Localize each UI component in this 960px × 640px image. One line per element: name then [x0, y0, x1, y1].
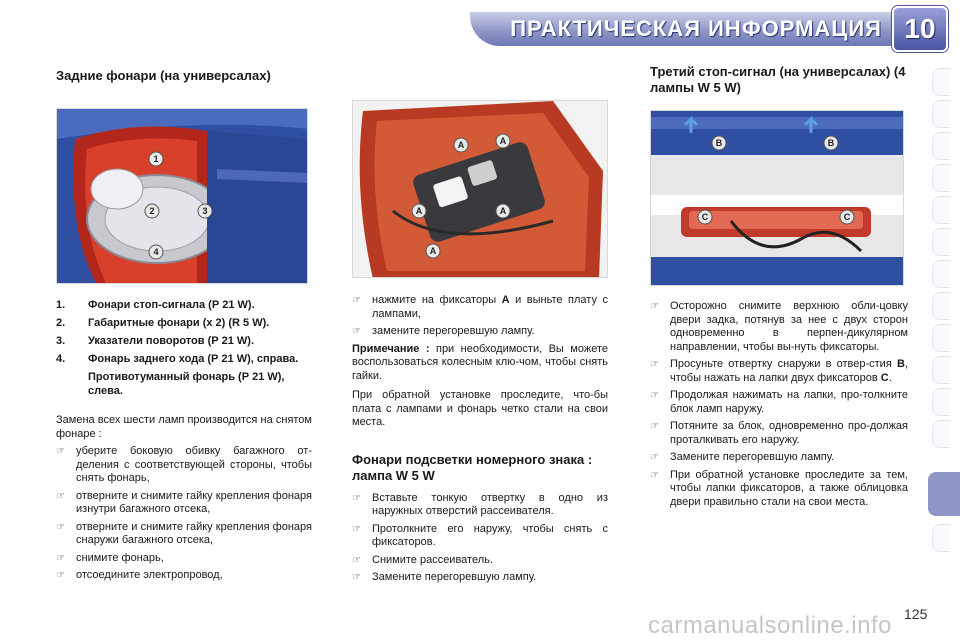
side-tab[interactable] [932, 132, 950, 160]
column-left [56, 60, 312, 587]
lamp-list-item: Противотуманный фонарь (Р 21 W), слева. [88, 371, 285, 397]
svg-text:B: B [715, 138, 723, 148]
rear-light-photo [56, 108, 308, 284]
instruction-item: ☞ Снимите рассеиватель. [352, 553, 493, 566]
column-middle [352, 60, 608, 589]
svg-text:4: 4 [153, 247, 159, 257]
section-title-rear-lights: Задние фонари (на универсалах) [56, 68, 271, 83]
callout-2 [145, 204, 159, 218]
third-brake-light-illustration [651, 111, 904, 286]
svg-text:A: A [429, 246, 437, 256]
callout-a [426, 244, 440, 258]
hand-pointer-icon: ☞ [56, 570, 65, 581]
callout-3 [198, 204, 212, 218]
side-tab[interactable] [932, 524, 950, 552]
side-tab[interactable] [932, 356, 950, 384]
callout-a [454, 138, 468, 152]
callout-c [698, 210, 712, 224]
callout-a [412, 204, 426, 218]
lamp-list [56, 298, 312, 398]
hand-pointer-icon: ☞ [650, 359, 659, 370]
svg-text:A: A [499, 136, 507, 146]
instruction-item: ☞ При обратной установке проследите за тем, чтобы лапки фиксаторов, а также облицовка двери правильно стали на свои места. [650, 468, 908, 508]
callout-a [496, 204, 510, 218]
svg-text:A: A [457, 140, 465, 150]
hand-pointer-icon: ☞ [650, 469, 659, 481]
side-tab-active[interactable] [928, 472, 960, 516]
instruction-item: ☞ Продолжая нажимать на лапки, про-толкните блок ламп наружу. [650, 389, 908, 415]
side-tab[interactable] [932, 292, 950, 320]
hand-pointer-icon: ☞ [352, 523, 361, 535]
hand-pointer-icon: ☞ [352, 492, 361, 504]
lamp-list-item: 1. Фонари стоп-сигнала (Р 21 W). [56, 299, 255, 311]
hand-pointer-icon: ☞ [650, 452, 659, 463]
instruction-item: ☞ снимите фонарь, [56, 551, 164, 564]
svg-text:2: 2 [149, 206, 155, 216]
hand-pointer-icon: ☞ [56, 490, 65, 502]
instruction-item: ☞ отверните и снимите гайку крепления фонаря снаружи багажного отсека, [56, 520, 312, 546]
instruction-item: ☞ Осторожно снимите верхнюю обли-цовку двери задка, потянув за нее с двух сторон одновременно в перпен-дикулярном направлении, чтобы вы-нуть фиксаторы. [650, 300, 908, 353]
side-tab[interactable] [932, 420, 950, 448]
instruction-item: ☞ Замените перегоревшую лампу. [352, 571, 537, 583]
hand-pointer-icon: ☞ [56, 446, 65, 457]
side-tab[interactable] [932, 68, 950, 96]
side-tab[interactable] [932, 228, 950, 256]
hand-pointer-icon: ☞ [352, 554, 361, 566]
svg-text:A: A [499, 206, 507, 216]
instruction-item: ☞ уберите боковую обивку багажного от-деления с соответствующей стороны, чтобы снять фонарь, [56, 445, 312, 484]
chapter-number-badge: 10 [892, 6, 948, 52]
callout-4 [149, 245, 163, 259]
rear-light-illustration [57, 109, 308, 284]
instruction-list [352, 492, 608, 585]
note-text: Примечание : при необходимости, Вы можете воспользоваться колесным клю-чом, чтобы снять гайки. [352, 342, 608, 382]
instruction-item: ☞ нажмите на фиксаторы A и выньте плату с лампами, [352, 294, 608, 320]
hand-pointer-icon: ☞ [56, 552, 65, 564]
instruction-item: ☞ Потяните за блок, одновременно про-должая проталкивать его наружу. [650, 420, 908, 446]
side-tab[interactable] [932, 196, 950, 224]
lamp-holder-photo [352, 100, 608, 278]
intro-text: Замена всех шести ламп производится на снятом фонаре : [56, 414, 312, 440]
lamp-holder-illustration [353, 101, 608, 278]
side-tab[interactable] [932, 100, 950, 128]
reinstall-text: При обратной установке проследите, что-бы плата с лампами и фонарь четко стали на свои места. [352, 389, 608, 428]
third-brake-light-photo [650, 110, 904, 286]
lamp-list-item: 2. Габаритные фонари (х 2) (R 5 W). [56, 317, 270, 329]
callout-c [840, 210, 854, 224]
side-tab[interactable] [932, 260, 950, 288]
instruction-item: ☞ отсоедините электропровод, [56, 569, 223, 581]
svg-text:C: C [843, 212, 851, 222]
instruction-item: ☞ Вставьте тонкую отвертку в одно из наружных отверстий рассеивателя. [352, 491, 608, 517]
chapter-title: ПРАКТИЧЕСКАЯ ИНФОРМАЦИЯ [510, 16, 882, 41]
hand-pointer-icon: ☞ [56, 521, 65, 533]
callout-b [712, 136, 726, 150]
side-tab[interactable] [932, 324, 950, 352]
svg-text:A: A [415, 206, 423, 216]
column-right [650, 60, 908, 513]
instruction-item: ☞ Замените перегоревшую лампу. [650, 451, 835, 463]
hand-pointer-icon: ☞ [352, 295, 361, 306]
callout-b [824, 136, 838, 150]
hand-pointer-icon: ☞ [650, 301, 659, 312]
page-number: 125 [904, 606, 928, 622]
side-tab[interactable] [932, 164, 950, 192]
section-title-third-brake-light: Третий стоп-сигнал (на универсалах) (4 лампы W 5 W) [650, 64, 906, 95]
watermark: carmanualsonline.info [648, 612, 892, 639]
lamp-list-item: 4. Фонарь заднего хода (Р 21 W), справа. [56, 353, 299, 365]
hand-pointer-icon: ☞ [650, 421, 659, 432]
lamp-list-item: 3. Указатели поворотов (Р 21 W). [56, 335, 255, 347]
instruction-item: ☞ отверните и снимите гайку крепления фонаря изнутри багажного отсека, [56, 489, 312, 515]
instruction-list [650, 300, 908, 509]
hand-pointer-icon: ☞ [352, 572, 361, 583]
instruction-item: ☞ Протолкните его наружу, чтобы снять с фиксаторов. [352, 522, 608, 548]
svg-text:3: 3 [202, 206, 208, 216]
instruction-item: ☞ Просуньте отвертку снаружи в отвер-стия B, чтобы нажать на лапки двух фиксаторов C. [650, 358, 908, 384]
svg-text:C: C [701, 212, 709, 222]
callout-a [496, 134, 510, 148]
hand-pointer-icon: ☞ [650, 390, 659, 401]
chapter-side-tabs [928, 68, 960, 578]
instruction-list [352, 294, 608, 339]
svg-text:B: B [827, 138, 835, 148]
svg-text:1: 1 [153, 154, 159, 164]
callout-1 [149, 152, 163, 166]
page-header [0, 0, 960, 60]
instruction-item: ☞ замените перегоревшую лампу. [352, 325, 535, 337]
instruction-list [56, 445, 312, 583]
section-title-plate-lights: Фонари подсветки номерного знака : лампа W 5 W [352, 451, 593, 483]
hand-pointer-icon: ☞ [352, 326, 361, 337]
side-tab[interactable] [932, 388, 950, 416]
